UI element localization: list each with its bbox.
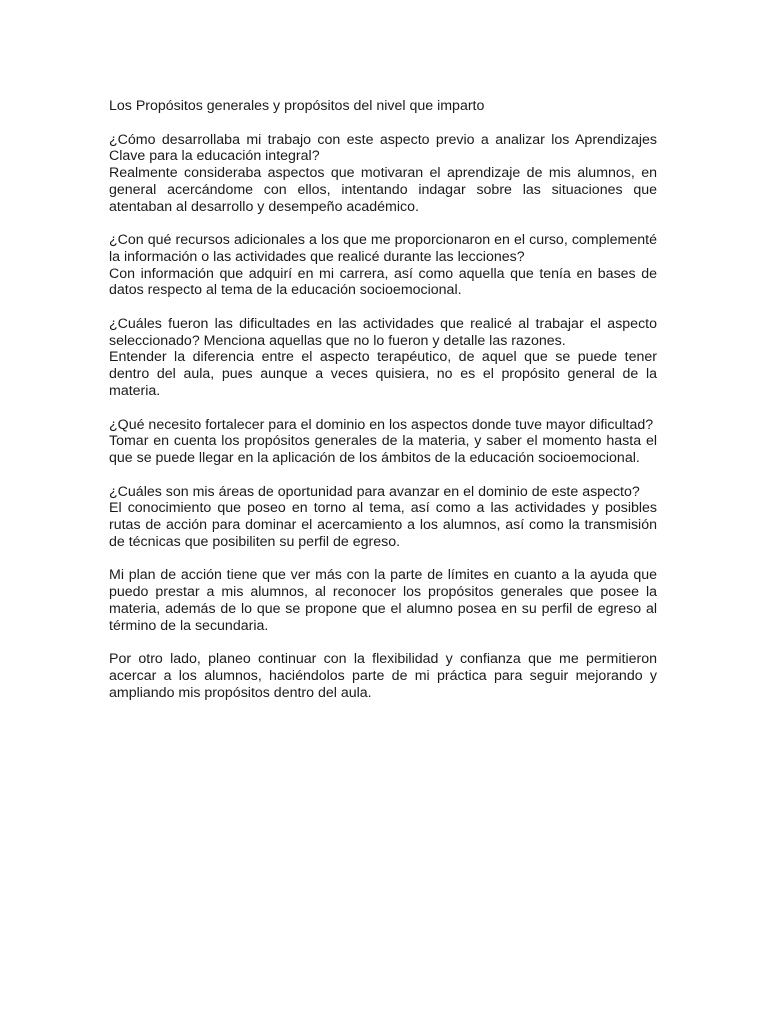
- answer-2: Con información que adquirí en mi carrera, así como aquella que tenía en bases de datos respecto al tema de la educación socioemocional.: [109, 265, 657, 299]
- document-body: [109, 98, 657, 718]
- qa-section-5: [109, 484, 657, 551]
- final-paragraph: Por otro lado, planeo continuar con la flexibilidad y confianza que me permitieron acercar a los alumnos, haciéndolos parte de mi práctica para seguir mejorando y ampliando mis propósitos dentro del aula.: [109, 651, 657, 701]
- question-2: ¿Con qué recursos adicionales a los que me proporcionaron en el curso, complementé la información o las actividades que realicé durante las lecciones?: [109, 232, 657, 265]
- document-title: Los Propósitos generales y propósitos del nivel que imparto: [109, 98, 485, 114]
- question-5: ¿Cuáles son mis áreas de oportunidad para avanzar en el dominio de este aspecto?: [109, 483, 640, 500]
- qa-section-4: [109, 417, 657, 467]
- answer-5: El conocimiento que poseo en torno al tema, así como a las actividades y posibles rutas de acción para dominar el acercamiento a los alumnos, así como la transmisión de técnicas que posibiliten su perfil de egreso.: [109, 500, 657, 550]
- question-3: ¿Cuáles fueron las dificultades en las actividades que realicé al trabajar el aspecto seleccionado? Menciona aquellas que no lo fueron y detalle las razones.: [109, 316, 657, 349]
- answer-3: Entender la diferencia entre el aspecto terapéutico, de aquel que se puede tener dentro del aula, pues aunque a veces quisiera, no es el propósito general de la materia.: [109, 349, 657, 399]
- closing-paragraph-1: [109, 567, 657, 634]
- qa-section-1: [109, 132, 657, 216]
- action-plan-paragraph: Mi plan de acción tiene que ver más con la parte de límites en cuanto a la ayuda que puedo prestar a mis alumnos, al reconocer los propósitos generales que posee la materia, además de lo que se propone que el alumno posea en su perfil de egreso al término de la secundaria.: [109, 567, 657, 634]
- answer-1: Realmente consideraba aspectos que motivaran el aprendizaje de mis alumnos, en general acercándome con ellos, intentando indagar sobre las situaciones que atentaban al desarrollo y desempeño académico.: [109, 165, 657, 215]
- question-4: ¿Qué necesito fortalecer para el dominio en los aspectos donde tuve mayor dificultad?: [109, 416, 654, 433]
- answer-4: Tomar en cuenta los propósitos generales de la materia, y saber el momento hasta el que se puede llegar en la aplicación de los ámbitos de la educación socioemocional.: [109, 433, 657, 466]
- question-1: ¿Cómo desarrollaba mi trabajo con este aspecto previo a analizar los Aprendizajes Clave para la educación integral?: [109, 131, 657, 165]
- qa-section-2: [109, 232, 657, 299]
- closing-paragraph-2: [109, 651, 657, 701]
- qa-section-3: [109, 316, 657, 400]
